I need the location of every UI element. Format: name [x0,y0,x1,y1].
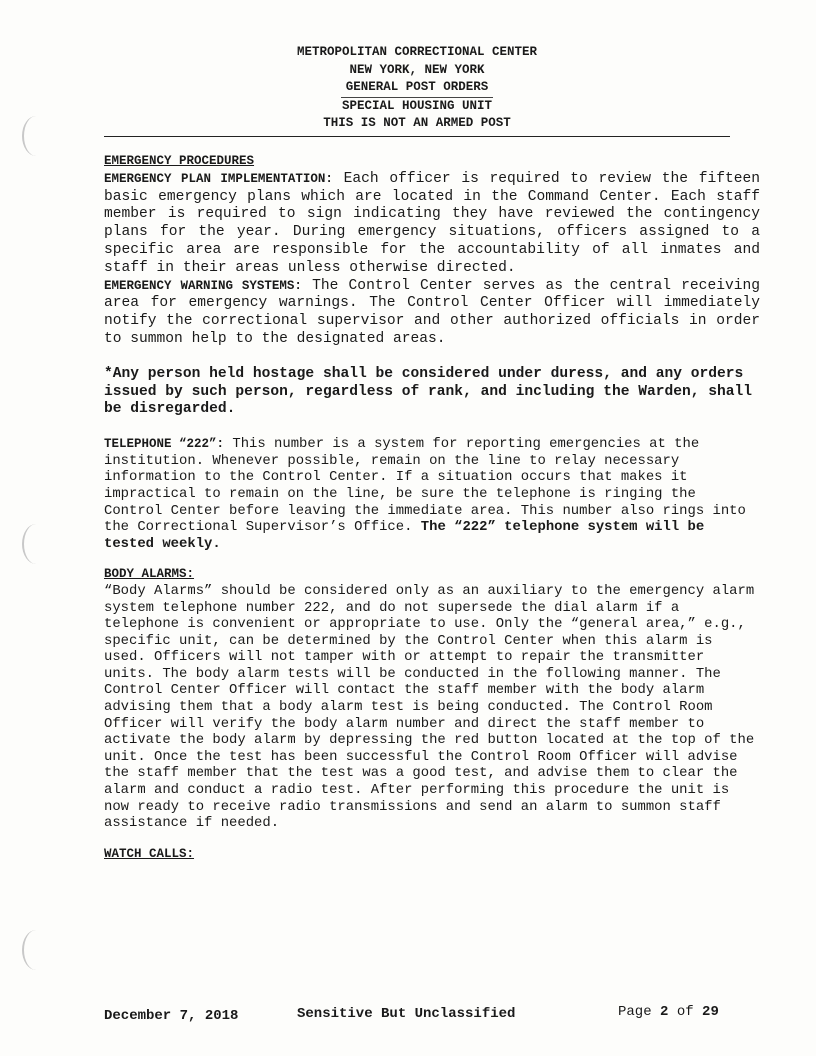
emergency-plan-label: EMERGENCY PLAN IMPLEMENTATION: [104,171,333,186]
page-total: 29 [702,1004,719,1020]
emergency-warning-label: EMERGENCY WARNING SYSTEMS: [104,278,302,293]
header-location: NEW YORK, NEW YORK [349,62,485,77]
punch-hole-mark [22,524,50,564]
header-divider [104,136,730,137]
telephone-paragraph [104,436,760,552]
emergency-procedures-heading: EMERGENCY PROCEDURES [104,154,255,168]
footer-page-number [618,1004,719,1020]
telephone-test-note: The “222” telephone system will be tested weekly. [104,519,705,552]
hostage-notice: *Any person held hostage shall be considered under duress, and any orders issued by such person, regardless of rank, and including the Warden, shall be disregarded. [104,365,753,418]
punch-hole-mark [22,930,50,970]
document-body [104,153,760,862]
telephone-label: TELEPHONE “222”: [104,437,225,452]
header-unit: SPECIAL HOUSING UNIT [341,97,493,116]
telephone-text: This number is a system for reporting emergencies at the institution. Whenever possible, remain on the line to relay necessary information to the Control Center. If a situation occurs that makes it impractical to remain on the line, be sure the telephone is ringing the Control Center before leaving the immediate area. This number also rings into the Correctional Supervisor’s Office. [104,436,746,536]
watch-calls-heading: WATCH CALLS: [104,846,195,861]
punch-hole-mark [22,116,50,156]
emergency-plan-text: Each officer is required to review the fifteen basic emergency plans which are located in the Command Center. Each staff member is required to sign indicating they have reviewed the contingency plans for the year. During emergency situations, officers assigned to a specific area are responsible for the accountability of all inmates and staff in their areas unless otherwise directed. [104,170,760,276]
header-doc-type: GENERAL POST ORDERS [345,80,489,94]
body-alarms-heading: BODY ALARMS: [104,567,195,582]
header-institution: METROPOLITAN CORRECTIONAL CENTER [296,45,538,59]
footer-classification: Sensitive But Unclassified [297,1006,516,1022]
header-post-status: THIS IS NOT AN ARMED POST [323,116,511,130]
emergency-warning-text: The Control Center serves as the central receiving area for emergency warnings. The Control Center Officer will immediately notify the correctional supervisor and other authorized officials in order to summon help to the designated areas. [104,277,760,347]
page-prefix: Page [618,1004,652,1020]
footer-date: December 7, 2018 [104,1008,239,1024]
emergency-plan-paragraph [104,171,760,278]
telephone-section [104,436,760,862]
page-current: 2 [660,1004,669,1020]
document-header [104,44,730,133]
emergency-warning-paragraph [104,278,760,349]
body-alarms-text: “Body Alarms” should be considered only as an auxiliary to the emergency alarm system telephone number 222, and do not supersede the dial alarm if a telephone is convenient or appropriate to use. Only the “general area,” e.g., specific unit, can be determined by the Control Center when this alarm is used. Officers will not tamper with or attempt to repair the transmitter units. The body alarm tests will be conducted in the following manner. The Control Center Officer will contact the staff member with the body alarm advising them that a body alarm test is being conducted. The Control Room Officer will verify the body alarm number and direct the staff member to activate the body alarm by depressing the red button located at the top of the unit. Once the test has been successful the Control Room Officer will advise the staff member that the test was a good test, and advise them to clear the alarm and conduct a radio test. After performing this procedure the unit is now ready to receive radio transmissions and send an alarm to summon staff assistance if needed. [104,582,755,832]
page-of: of [676,1004,694,1020]
